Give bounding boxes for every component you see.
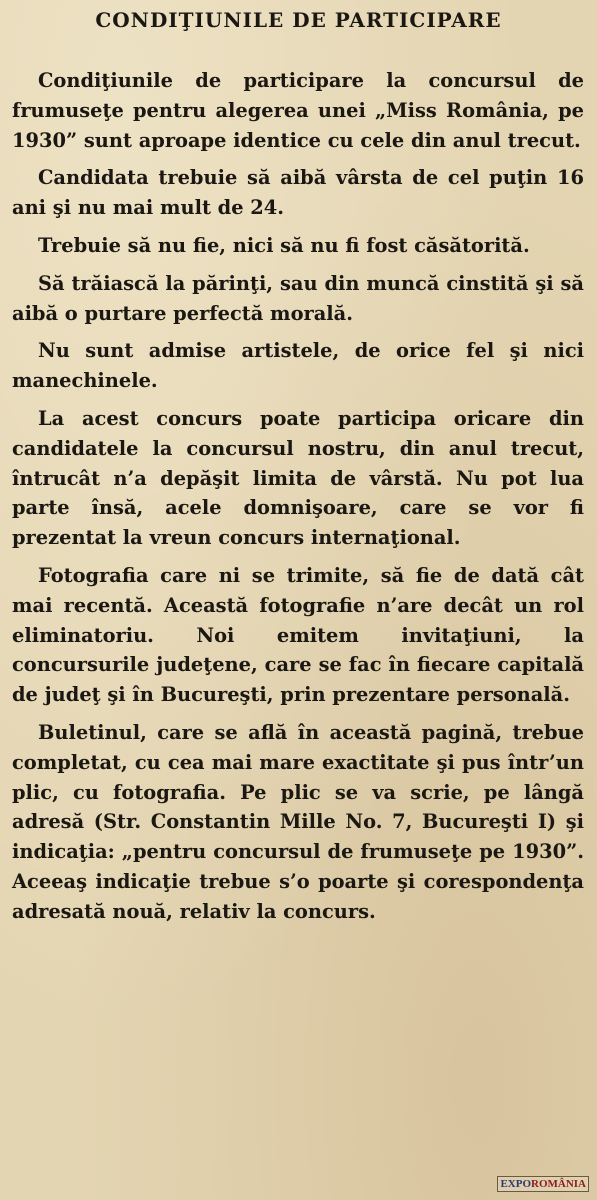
article-title: CONDIŢIUNILE DE PARTICIPARE — [95, 8, 502, 32]
paragraph-bulletin: Buletinul, care se află în această pagină, trebue completat, cu cea mai mare exactitate şi pus într’un plic, cu fotografia. Pe plic se va scrie, pe lângă adresă (Str. Constantin Mille No. 7, Bucureşti I) şi indicaţia: „pentru concursul de frumuseţe pe 1930”. Aceeaş indicaţie trebue s’o poarte şi corespondenţa adresată nouă, relativ la concurs. — [12, 720, 584, 923]
paragraph-conditions: Condiţiunile de participare la concursul de frumuseţe pentru alegerea unei „Miss România, pe 1930” sunt aproape identice cu cele din anul trecut. — [12, 69, 584, 152]
article-body — [12, 66, 584, 935]
watermark-part-2: ROMÂNIA — [531, 1178, 586, 1190]
paragraph-photo: Fotografia care ni se trimite, să fie de dată cât mai recentă. Această fotografie n’are decât un rol eliminatoriu. Noi emitem invitaţiuni, la concursurile judeţene, care se fac în fiecare capitală de judeţ şi în Bucureşti, prin prezentare personală. — [12, 563, 584, 707]
paragraph-exclusions: Nu sunt admise artistele, de orice fel şi nici manechinele. — [12, 339, 584, 393]
watermark-part-1: EXPO — [500, 1178, 531, 1190]
paragraph-age: Candidata trebuie să aibă vârsta de cel puţin 16 ani şi nu mai mult de 24. — [12, 166, 584, 220]
paragraph-eligibility: La acest concurs poate participa oricare din candidatele la concursul nostru, din anul trecut, întrucât n’a depăşit limita de vârstă. Nu pot lua parte însă, acele domnişoare, care se vor fi prezentat la vreun concurs internaţional. — [12, 406, 584, 550]
paragraph-marital-status: Trebuie să nu fie, nici să nu fi fost căsătorită. — [38, 233, 530, 257]
paragraph-living: Să trăiască la părinţi, sau din muncă cinstită şi să aibă o purtare perfectă morală. — [12, 271, 584, 325]
watermark-stamp — [497, 1176, 589, 1192]
